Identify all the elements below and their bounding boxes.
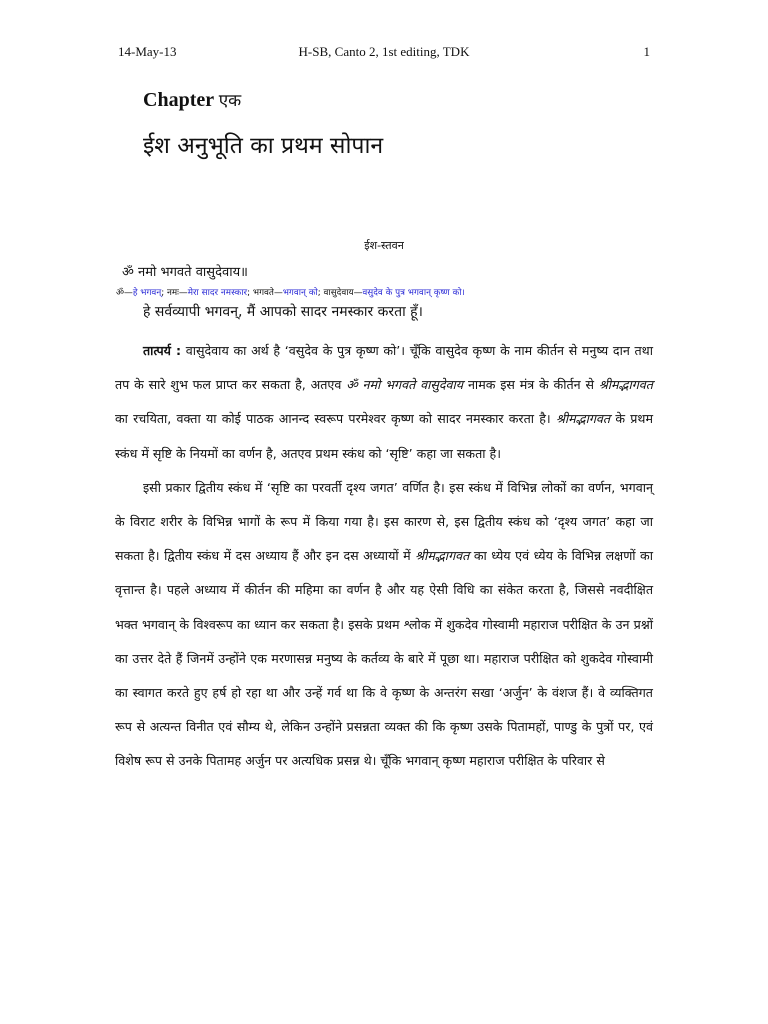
chapter-word: Chapter xyxy=(143,89,214,111)
purport-paragraph xyxy=(115,334,653,471)
purport-text: के प्रथम स्कंध में सृष्टि के नियमों का वर्णन है, अतएव प्रथम स्कंध को ‘सृष्टि’ कहा जा सकता है। xyxy=(115,411,653,461)
synonym-word: वासुदेवाय xyxy=(323,288,354,298)
purport-paragraph xyxy=(115,471,653,779)
page-header xyxy=(118,44,650,60)
verse-text: ॐ नमो भगवते वासुदेवाय॥ xyxy=(122,265,248,280)
synonyms-line: ॐ—हे भगवन्; नमः—मेरा सादर नमस्कार; भगवते—भगवान् को; वासुदेवाय—वसुदेव के पुत्र भगवान् कृष्ण को। xyxy=(116,288,465,298)
synonym-word: नमः xyxy=(166,288,179,298)
purport-text: का रचयिता, वक्ता या कोई पाठक आनन्द स्वरूप परमेश्वर कृष्ण को सादर नमस्कार करता है। xyxy=(115,411,556,427)
verse-translation: हे सर्वव्यापी भगवन्, मैं आपको सादर नमस्कार करता हूँ। xyxy=(143,304,423,320)
synonym-meaning: हे भगवन् xyxy=(132,288,162,298)
book-title-citation: श्रीमद्भागवत xyxy=(598,377,653,393)
purport-text: इसी प्रकार द्वितीय स्कंध में ‘सृष्टि का परवर्ती दृश्य जगत’ वर्णित है। इस स्कंध में विभिन्न लोकों का वर्णन, भगवान् के विराट शरीर के विभिन्न भागों के रूप में किया गया है। इस कारण से, इस द्वितीय स्कंध को ‘दृश्य जगत’ कहा जा सकता है। द्वितीय स्कंध में दस अध्याय हैं और इन दस अध्यायों में xyxy=(115,479,653,564)
purport-text: नामक इस मंत्र के कीर्तन से xyxy=(463,377,599,393)
purport-text: का ध्येय एवं ध्येय के विभिन्न लक्षणों का वृत्तान्त है। पहले अध्याय में कीर्तन की महिमा का वर्णन है और यह ऐसी विधि का संकेत करता है, जिससे नवदीक्षित भक्त भगवान् के विश्वरूप का ध्यान कर सकता है। इसके प्रथम श्लोक में शुकदेव गोस्वामी महाराज परीक्षित के उन प्रश्नों का उत्तर देते हैं जिनमें उन्होंने एक मरणासन्न मनुष्य के कर्तव्य के बारे में पूछा था। महाराज परीक्षित को शुकदेव गोस्वामी का स्वागत करते हुए हर्ष हो रहा था और उन्हें गर्व था कि वे कृष्ण के अन्तरंग सखा ‘अर्जुन’ के वंशज हैं। वे व्यक्तिगत रूप से अत्यन्त विनीत एवं सौम्य थे, लेकिन उन्होंने प्रसन्नता व्यक्त की कि कृष्ण उसके पितामहों, पाण्डु के पुत्रों पर, एवं विशेष रूप से उनके पितामह अर्जुन पर अत्यधिक प्रसन्न थे। चूँकि भगवान् कृष्ण महाराज परीक्षित के परिवार से xyxy=(115,548,653,769)
purport-label: तात्पर्य : xyxy=(143,343,182,358)
chapter-number: एक xyxy=(218,91,242,111)
purport-body xyxy=(115,334,653,779)
header-date: 14-May-13 xyxy=(118,44,177,59)
chapter-title: ईश अनुभूति का प्रथम सोपान xyxy=(143,133,384,159)
purport-text: वासुदेवाय का अर्थ है ‘वसुदेव के पुत्र कृष्ण को’। चूँकि वासुदेव कृष्ण के नाम कीर्तन से मनुष्य दान तथा तप के सारे शुभ फल प्राप्त कर सकता है, अतएव xyxy=(115,343,653,393)
header-doc-info: H-SB, Canto 2, 1st editing, TDK xyxy=(298,44,470,59)
verse-heading: ईश-स्तवन xyxy=(364,239,404,252)
header-page-number: 1 xyxy=(643,44,650,59)
mantra-citation: ॐ नमो भगवते वासुदेवाय xyxy=(346,377,464,393)
synonym-meaning: मेरा सादर नमस्कार xyxy=(187,288,248,298)
book-title-citation: श्रीमद्भागवत xyxy=(555,411,611,427)
synonym-word: ॐ xyxy=(116,288,125,298)
book-title-citation: श्रीमद्भागवत xyxy=(415,548,470,564)
synonym-meaning: वसुदेव के पुत्र भगवान् कृष्ण को। xyxy=(362,288,465,298)
chapter-label xyxy=(143,88,241,112)
synonym-word: भगवते xyxy=(252,288,274,298)
synonym-meaning: भगवान् को xyxy=(282,288,318,298)
